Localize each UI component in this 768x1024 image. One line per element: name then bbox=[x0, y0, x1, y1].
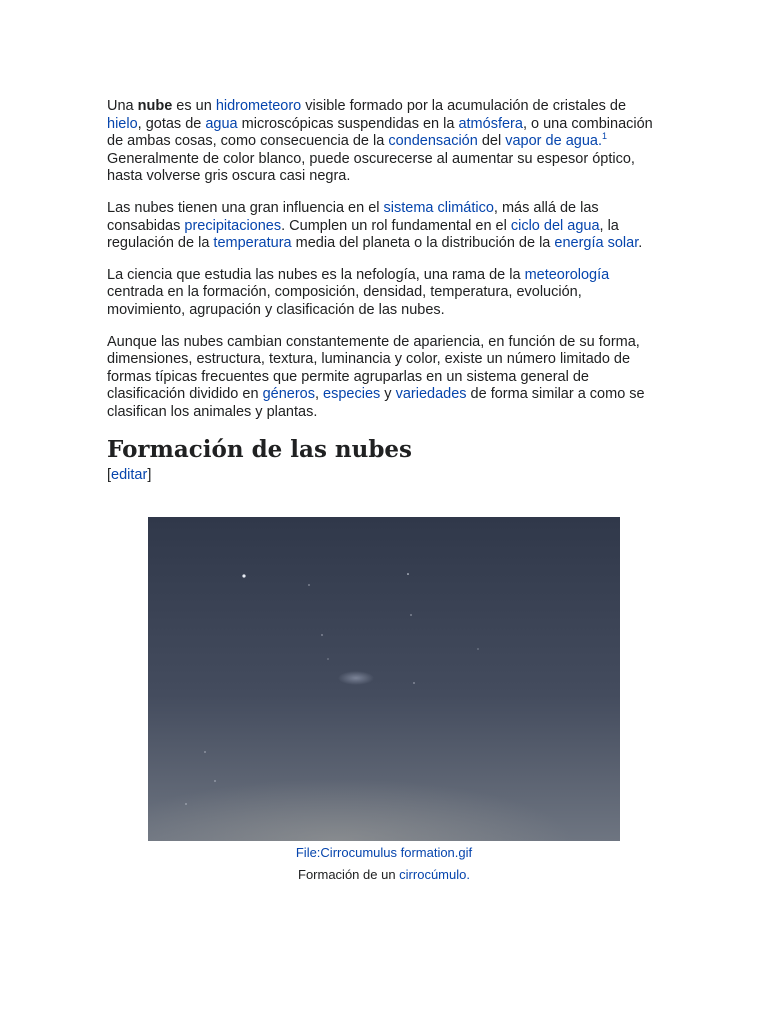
text-run: Una bbox=[107, 98, 138, 114]
file-link-container bbox=[0, 845, 768, 861]
link-hielo[interactable]: hielo bbox=[107, 115, 138, 132]
link-hidrometeoro[interactable]: hidrometeoro bbox=[215, 98, 302, 114]
link-ciclo-del-agua[interactable]: ciclo del agua bbox=[510, 217, 600, 234]
text-run: microscópicas suspendidas en la bbox=[237, 115, 459, 132]
text-run: , bbox=[314, 386, 324, 403]
star bbox=[214, 780, 215, 781]
figure-caption bbox=[0, 867, 768, 883]
star bbox=[328, 659, 329, 660]
edit-link[interactable]: editar bbox=[111, 466, 148, 483]
star bbox=[410, 614, 411, 615]
caption-period[interactable]: . bbox=[466, 867, 470, 882]
edit-section bbox=[107, 467, 663, 484]
text-run: , gotas de bbox=[137, 115, 206, 132]
link-agua[interactable]: agua bbox=[205, 115, 238, 132]
cirrocumulus-image[interactable] bbox=[148, 517, 620, 841]
text-run: , más allá de las consabidas bbox=[107, 199, 599, 234]
link-meteorologia[interactable]: meteorología bbox=[524, 266, 610, 283]
caption-text: Formación de un bbox=[298, 867, 400, 882]
text-run: visible formado por la acumulación de cristales de bbox=[301, 98, 627, 114]
file-link[interactable]: File:Cirrocumulus formation.gif bbox=[295, 845, 473, 860]
text-run: del bbox=[477, 133, 506, 150]
link-vapor-de-agua[interactable]: vapor de agua bbox=[505, 133, 598, 150]
text-run: Las nubes tienen una gran influencia en el bbox=[107, 199, 384, 216]
text-run: La ciencia que estudia las nubes es la nefología, una rama de la bbox=[107, 266, 525, 283]
link-period[interactable]: . bbox=[597, 133, 602, 150]
section-heading: Formación de las nubes bbox=[107, 435, 413, 463]
text-run: Generalmente de color blanco, puede oscurecerse al aumentar su espesor óptico, hasta volverse gris oscura casi negra. bbox=[107, 150, 635, 185]
link-generos[interactable]: géneros bbox=[262, 386, 315, 403]
star bbox=[185, 803, 186, 804]
horizon-glow bbox=[148, 717, 620, 841]
classification-paragraph bbox=[107, 334, 663, 422]
cirrocumulus-cloud bbox=[338, 671, 374, 685]
link-variedades[interactable]: variedades bbox=[395, 386, 467, 403]
edit-bracket-close: ] bbox=[147, 466, 152, 483]
text-run: . bbox=[638, 235, 643, 252]
influence-paragraph bbox=[107, 200, 663, 253]
text-run: es un bbox=[172, 98, 216, 114]
star bbox=[407, 573, 409, 575]
article-body bbox=[107, 98, 663, 484]
star bbox=[308, 584, 309, 585]
link-atmosfera[interactable]: atmósfera bbox=[458, 115, 523, 132]
link-energia-solar[interactable]: energía solar bbox=[554, 235, 639, 252]
text-run: centrada en la formación, composición, densidad, temperatura, evolución, movimiento, agrupación y clasificación de las nubes. bbox=[107, 284, 582, 318]
star bbox=[321, 634, 322, 635]
text-run: media del planeta o la distribución de la bbox=[291, 235, 555, 252]
reference-link-1[interactable]: 1 bbox=[601, 131, 607, 142]
star bbox=[478, 649, 479, 650]
text-run: de forma similar a como se clasifican los animales y plantas. bbox=[107, 386, 645, 420]
star bbox=[204, 751, 205, 752]
link-especies[interactable]: especies bbox=[323, 386, 381, 403]
bold-term-nube: nube bbox=[137, 98, 173, 114]
intro-paragraph bbox=[107, 98, 655, 186]
text-run: y bbox=[380, 386, 396, 403]
night-sky-photo bbox=[148, 517, 620, 841]
text-run: , la regulación de la bbox=[107, 217, 619, 252]
link-cirrocumulo[interactable]: cirrocúmulo bbox=[399, 867, 467, 882]
edit-bracket-open: [ bbox=[107, 466, 112, 483]
star bbox=[242, 574, 245, 577]
text-run: . Cumplen un rol fundamental en el bbox=[281, 217, 511, 234]
link-sistema-climatico[interactable]: sistema climático bbox=[383, 199, 494, 216]
link-condensacion[interactable]: condensación bbox=[388, 133, 478, 150]
star bbox=[413, 682, 414, 683]
link-precipitaciones[interactable]: precipitaciones bbox=[184, 217, 282, 234]
nefologia-paragraph bbox=[107, 267, 647, 320]
text-run: , o una combinación de ambas cosas, como consecuencia de la bbox=[107, 115, 653, 150]
text-run: Aunque las nubes cambian constantemente de apariencia, en función de su forma, dimensiones, estructura, textura, luminancia y color, existe un número limitado de formas típicas frecuentes que permite agruparlas en un sistema general de clasificación dividido en bbox=[107, 333, 640, 403]
link-temperatura[interactable]: temperatura bbox=[213, 235, 292, 252]
